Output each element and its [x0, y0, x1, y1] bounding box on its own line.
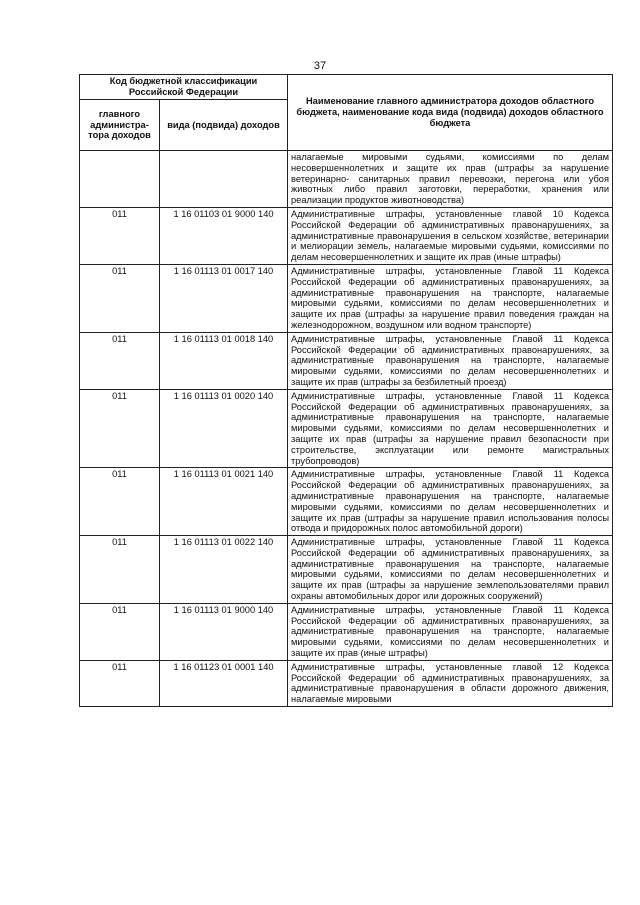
- header-revenue-type-code: вида (подвида) доходов: [160, 100, 288, 151]
- table-row: [80, 151, 613, 208]
- revenue-code-cell: 1 16 01113 01 0022 140: [160, 536, 288, 604]
- admin-code-cell: [80, 151, 160, 208]
- revenue-description-cell: Административные штрафы, установленные главой 10 Кодекса Российской Федерации об административных правонарушениях, за административные правонарушения в сельском хозяйстве, ветеринарии и мелиорации земель, налагаемые мировыми судьями, комиссиями по делам несовершеннолетних и защите их прав (иные штрафы): [288, 207, 613, 264]
- revenue-code-cell: [160, 151, 288, 208]
- table-row: [80, 536, 613, 604]
- admin-code-cell: 011: [80, 468, 160, 536]
- admin-code-cell: 011: [80, 264, 160, 332]
- revenue-code-cell: 1 16 01113 01 9000 140: [160, 603, 288, 660]
- revenue-description-cell: Административные штрафы, установленные Главой 11 Кодекса Российской Федерации об административных правонарушениях, за административные правонарушения на транспорте, налагаемые мировыми судьями, комиссиями по делам несовершеннолетних и защите их прав (иные штрафы): [288, 603, 613, 660]
- admin-code-cell: 011: [80, 389, 160, 468]
- revenue-code-cell: 1 16 01113 01 0021 140: [160, 468, 288, 536]
- table-row: [80, 660, 613, 706]
- admin-code-cell: 011: [80, 207, 160, 264]
- revenue-code-cell: 1 16 01113 01 0020 140: [160, 389, 288, 468]
- revenue-code-cell: 1 16 01103 01 9000 140: [160, 207, 288, 264]
- table-row: [80, 603, 613, 660]
- revenue-description-cell: Административные штрафы, установленные Главой 11 Кодекса Российской Федерации об административных правонарушениях, за административные правонарушения на транспорте, налагаемые мировыми судьями, комиссиями по делам несовершеннолетних и защите их прав (штрафы за безбилетный проезд): [288, 332, 613, 389]
- table-row: [80, 468, 613, 536]
- revenue-description-cell: Административные штрафы, установленные Главой 11 Кодекса Российской Федерации об административных правонарушениях, за административные правонарушения на транспорте, налагаемые мировыми судьями, комиссиями по делам несовершеннолетних и защите их прав (штрафы за нарушение правил использования полосы отвода и придорожных полос автомобильной дороги): [288, 468, 613, 536]
- admin-code-cell: 011: [80, 332, 160, 389]
- revenue-code-cell: 1 16 01113 01 0018 140: [160, 332, 288, 389]
- page-number: 37: [313, 60, 327, 72]
- admin-code-cell: 011: [80, 536, 160, 604]
- revenue-description-cell: налагаемые мировыми судьями, комиссиями по делам несовершеннолетних и защите их прав (штрафы за нарушение ветеринарно- санитарных правил перевозки, перегона или убоя животных либо правил заготовки, переработки, хранения или реализации продуктов животноводства): [288, 151, 613, 208]
- header-administrator-name: Наименование главного администратора доходов областного бюджета, наименование кода вида (подвида) доходов областного бюджета: [288, 75, 613, 151]
- table-row: [80, 389, 613, 468]
- table-row: [80, 207, 613, 264]
- admin-code-cell: 011: [80, 603, 160, 660]
- admin-code-cell: 011: [80, 660, 160, 706]
- header-chief-administrator: главного администра-тора доходов: [80, 100, 160, 151]
- budget-classification-table: [79, 74, 613, 707]
- revenue-code-cell: 1 16 01123 01 0001 140: [160, 660, 288, 706]
- header-budget-classification-code: Код бюджетной классификации Российской Федерации: [80, 75, 288, 100]
- revenue-description-cell: Административные штрафы, установленные главой 12 Кодекса Российской Федерации об административных правонарушениях, за административные правонарушения в области дорожного движения, налагаемые мировыми: [288, 660, 613, 706]
- revenue-description-cell: Административные штрафы, установленные Главой 11 Кодекса Российской Федерации об административных правонарушениях, за административные правонарушения на транспорте, налагаемые мировыми судьями, комиссиями по делам несовершеннолетних и защите их прав (штрафы за нарушение правил безопасности при строительстве, эксплуатации или ремонте магистральных трубопроводов): [288, 389, 613, 468]
- revenue-description-cell: Административные штрафы, установленные Главой 11 Кодекса Российской Федерации об административных правонарушениях, за административные правонарушения на транспорте, налагаемые мировыми судьями, комиссиями по делам несовершеннолетних и защите их прав (штрафы за нарушение землепользователями правил охраны автомобильных дорог или дорожных сооружений): [288, 536, 613, 604]
- table-row: [80, 332, 613, 389]
- table-row: [80, 264, 613, 332]
- revenue-description-cell: Административные штрафы, установленные Главой 11 Кодекса Российской Федерации об административных правонарушениях, за административные правонарушения на транспорте, налагаемые мировыми судьями, комиссиями по делам несовершеннолетних и защите их прав (штрафы за нарушение правил поведения граждан на железнодорожном, воздушном или водном транспорте): [288, 264, 613, 332]
- revenue-code-cell: 1 16 01113 01 0017 140: [160, 264, 288, 332]
